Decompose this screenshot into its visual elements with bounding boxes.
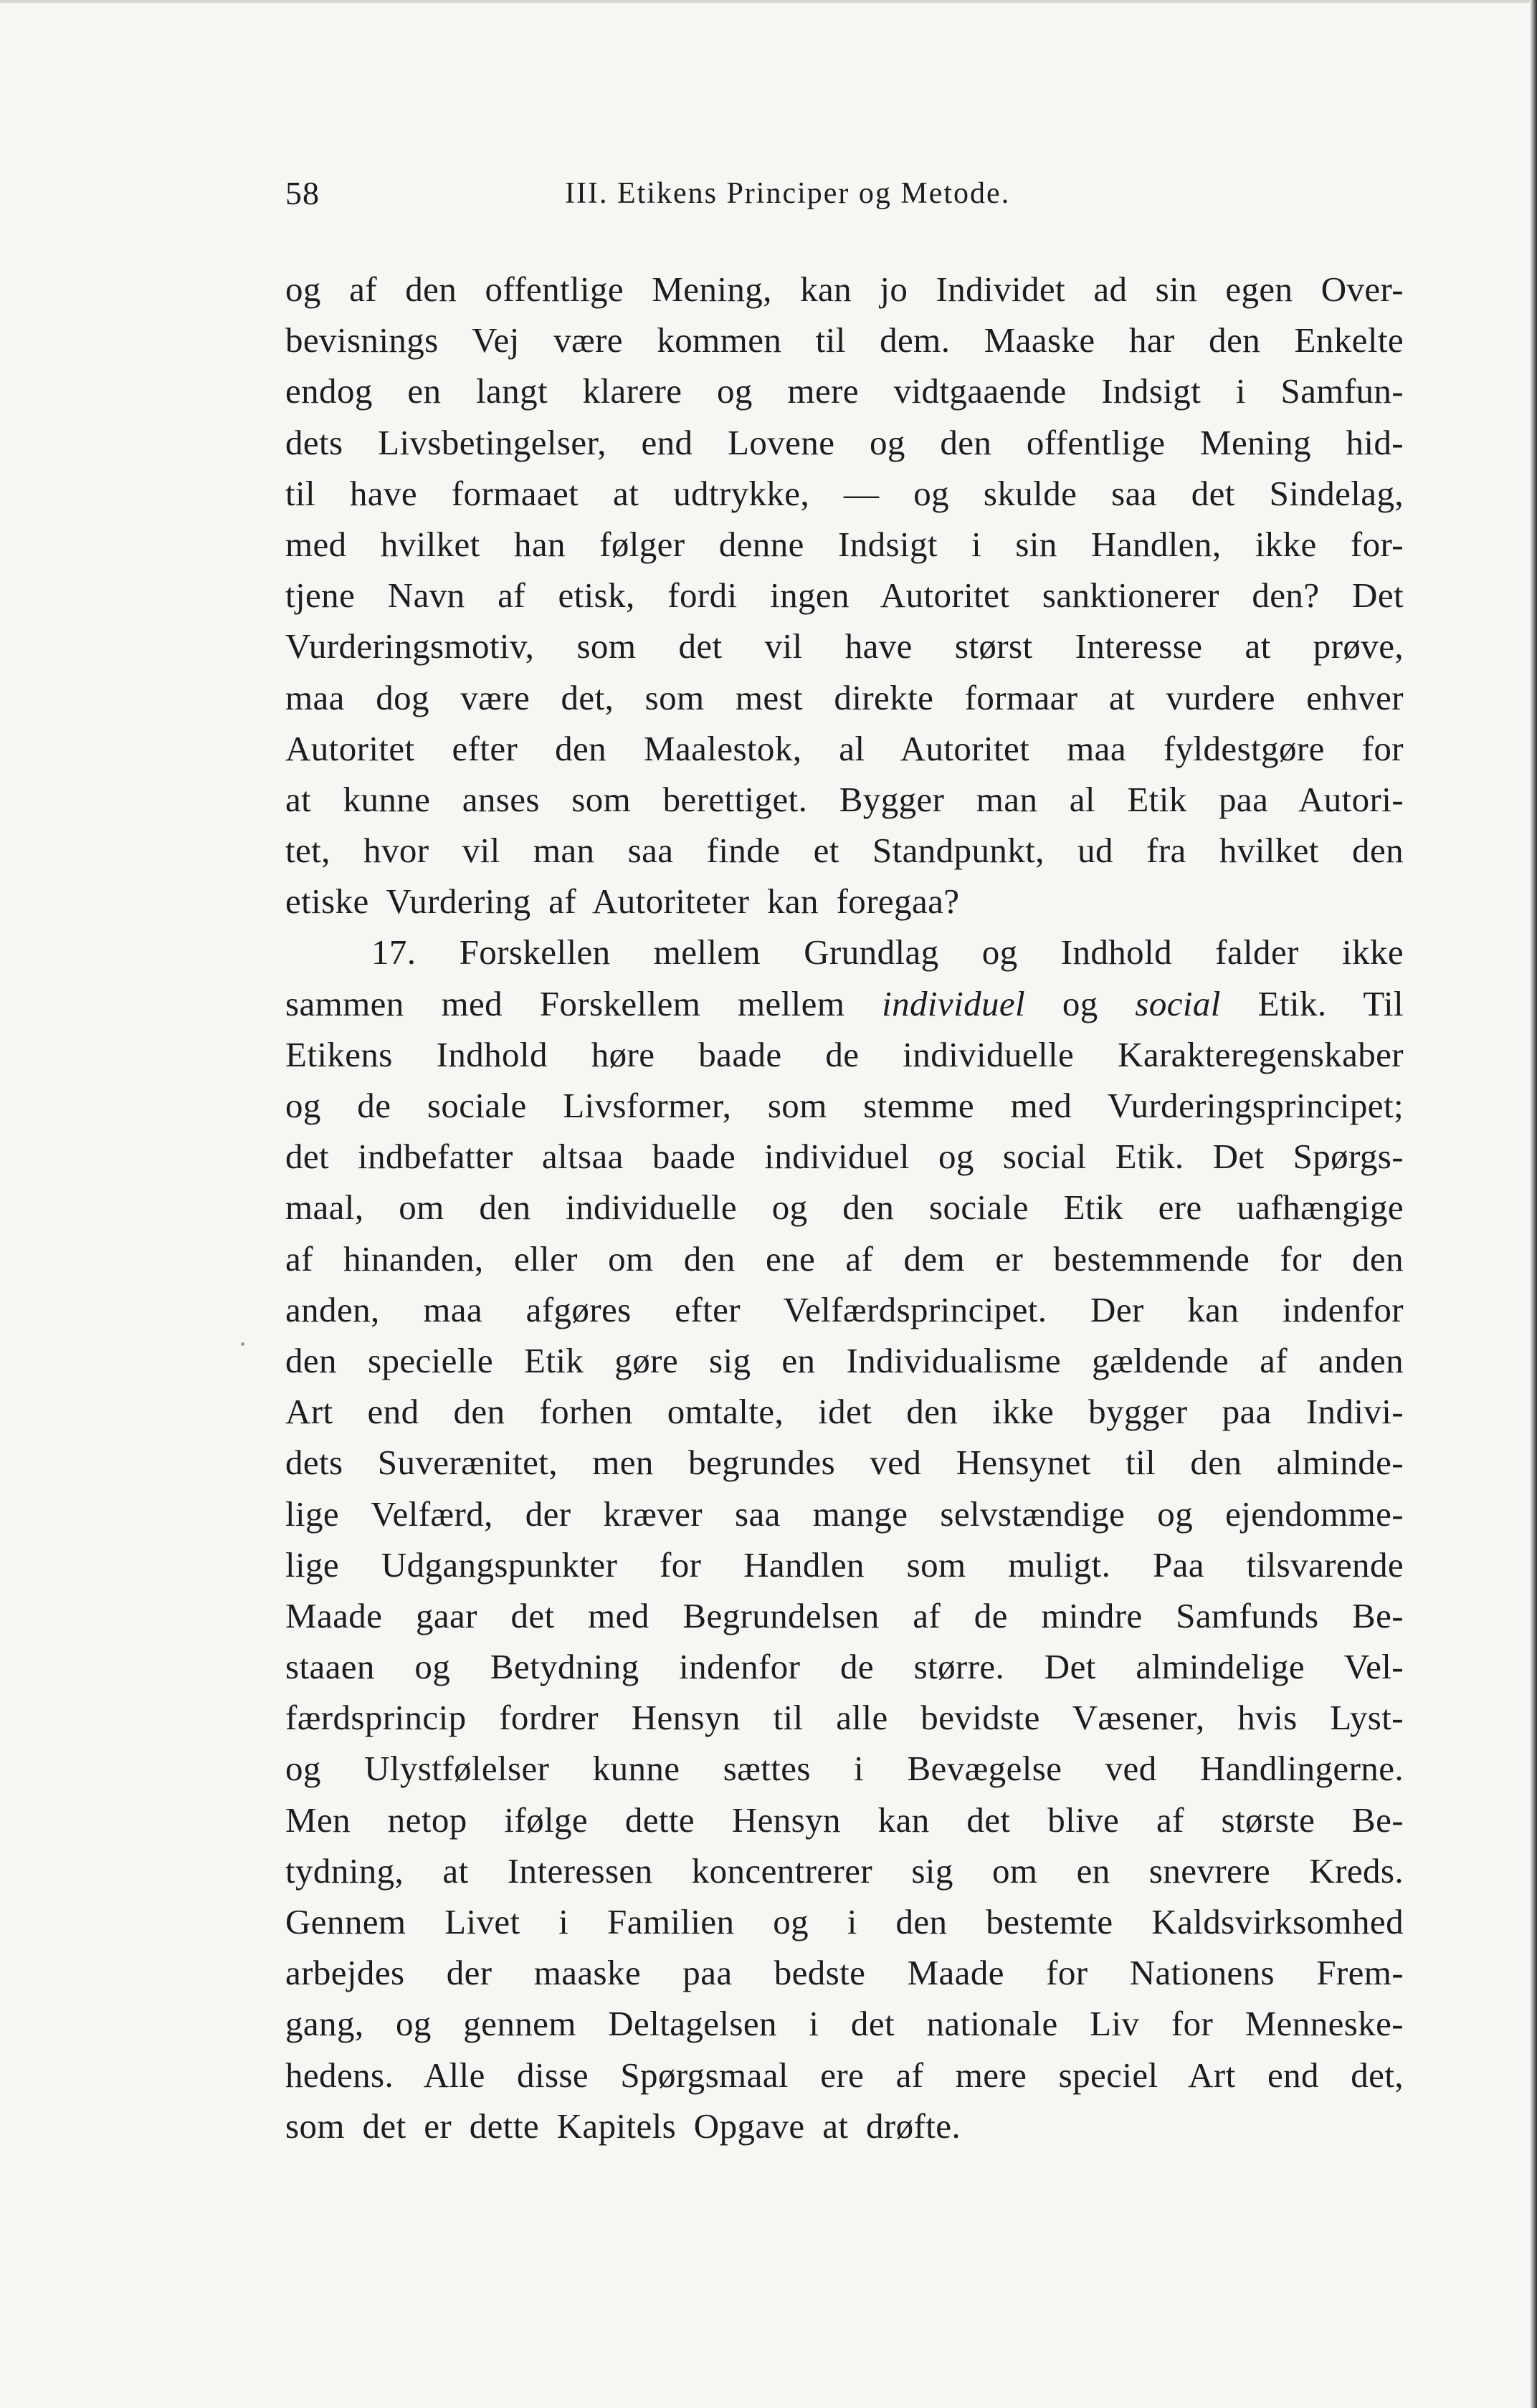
text-line: anden, maa afgøres efter Velfærdsprincipet. Der kan indenfor [285, 1289, 1404, 1329]
body-text [285, 264, 1404, 2151]
scan-edge-top [0, 0, 1537, 3]
text-line: arbejdes der maaske paa bedste Maade for Nationens Frem- [285, 1953, 1404, 1993]
text-span: Etik. Til [1220, 983, 1404, 1023]
text-line: Gennem Livet i Familien og i den bestemte Kaldsvirksomhed [285, 1902, 1404, 1941]
scan-edge-right [1530, 0, 1537, 2408]
text-line: Autoritet efter den Maalestok, al Autoritet maa fyldestgøre for [285, 728, 1404, 768]
text-line: og de sociale Livsformer, som stemme med Vurderingsprincipet; [285, 1086, 1404, 1125]
text-span: sammen med Forskellem mellem [285, 983, 882, 1023]
text-line: den specielle Etik gøre sig en Individualisme gældende af anden [285, 1340, 1404, 1380]
text-line: gang, og gennem Deltagelsen i det nationale Liv for Menneske- [285, 2004, 1404, 2044]
text-line: og Ulystfølelser kunne sættes i Bevægelse ved Handlingerne. [285, 1749, 1404, 1789]
text-line: færdsprincip fordrer Hensyn til alle bevidste Væsener, hvis Lyst- [285, 1698, 1404, 1738]
text-line: af hinanden, eller om den ene af dem er bestemmende for den [285, 1238, 1404, 1279]
text-line: Maade gaar det med Begrundelsen af de mindre Samfunds Be- [285, 1595, 1404, 1635]
text-line: etiske Vurdering af Autoriteter kan foregaa? [285, 882, 960, 922]
text-line: at kunne anses som berettiget. Bygger man al Etik paa Autori- [285, 779, 1404, 819]
text-span: og [1025, 983, 1136, 1023]
running-title: III. Etikens Principer og Metode. [565, 177, 1011, 210]
text-line-with-emphasis [285, 978, 1404, 1029]
scan-speck [241, 1342, 244, 1346]
text-line: med hvilket han følger denne Indsigt i sin Handlen, ikke for- [285, 524, 1404, 564]
text-line: til have formaaet at udtrykke, — og skulde saa det Sindelag, [285, 473, 1404, 513]
text-line: Vurderingsmotiv, som det vil have størst Interesse at prøve, [285, 626, 1404, 666]
running-head [285, 172, 1404, 215]
text-line: tydning, at Interessen koncentrerer sig om en snevrere Kreds. [285, 1850, 1404, 1891]
section-17-first-line: 17. Forskellen mellem Grundlag og Indhold falder ikke [371, 932, 1404, 973]
text-line: det indbefatter altsaa baade individuel og social Etik. Det Spørgs- [285, 1137, 1404, 1177]
text-line: som det er dette Kapitels Opgave at drøfte. [285, 2106, 961, 2146]
text-line: Men netop ifølge dette Hensyn kan det blive af største Be- [285, 1800, 1404, 1840]
text-line: dets Suverænitet, men begrundes ved Hensynet til den alminde- [285, 1443, 1404, 1483]
text-line: lige Velfærd, der kræver saa mange selvstændige og ejendomme- [285, 1494, 1404, 1534]
text-line: maa dog være det, som mest direkte formaar at vurdere enhver [285, 677, 1404, 717]
text-line: maal, om den individuelle og den sociale Etik ere uafhængige [285, 1188, 1404, 1228]
text-line: dets Livsbetingelser, end Lovene og den offentlige Mening hid- [285, 422, 1404, 462]
text-line: hedens. Alle disse Spørgsmaal ere af mere speciel Art end det, [285, 2055, 1404, 2095]
emphasis-individuel: individuel [882, 983, 1026, 1023]
text-line: Etikens Indhold høre baade de individuelle Karakteregenskaber [285, 1034, 1404, 1074]
emphasis-social: social [1135, 983, 1221, 1023]
text-line: tjene Navn af etisk, fordi ingen Autoritet sanktionerer den? Det [285, 575, 1404, 616]
text-line: lige Udgangspunkter for Handlen som muligt. Paa tilsvarende [285, 1544, 1404, 1585]
text-line: staaen og Betydning indenfor de større. Det almindelige Vel- [285, 1647, 1404, 1687]
text-line: og af den offentlige Mening, kan jo Individet ad sin egen Over- [285, 269, 1404, 309]
text-line: bevisnings Vej være kommen til dem. Maaske har den Enkelte [285, 320, 1404, 360]
text-line: Art end den forhen omtalte, idet den ikke bygger paa Indivi- [285, 1392, 1404, 1432]
text-line: endog en langt klarere og mere vidtgaaende Indsigt i Samfun- [285, 371, 1404, 411]
text-line: tet, hvor vil man saa finde et Standpunkt, ud fra hvilket den [285, 831, 1404, 871]
page-number: 58 [285, 175, 320, 211]
